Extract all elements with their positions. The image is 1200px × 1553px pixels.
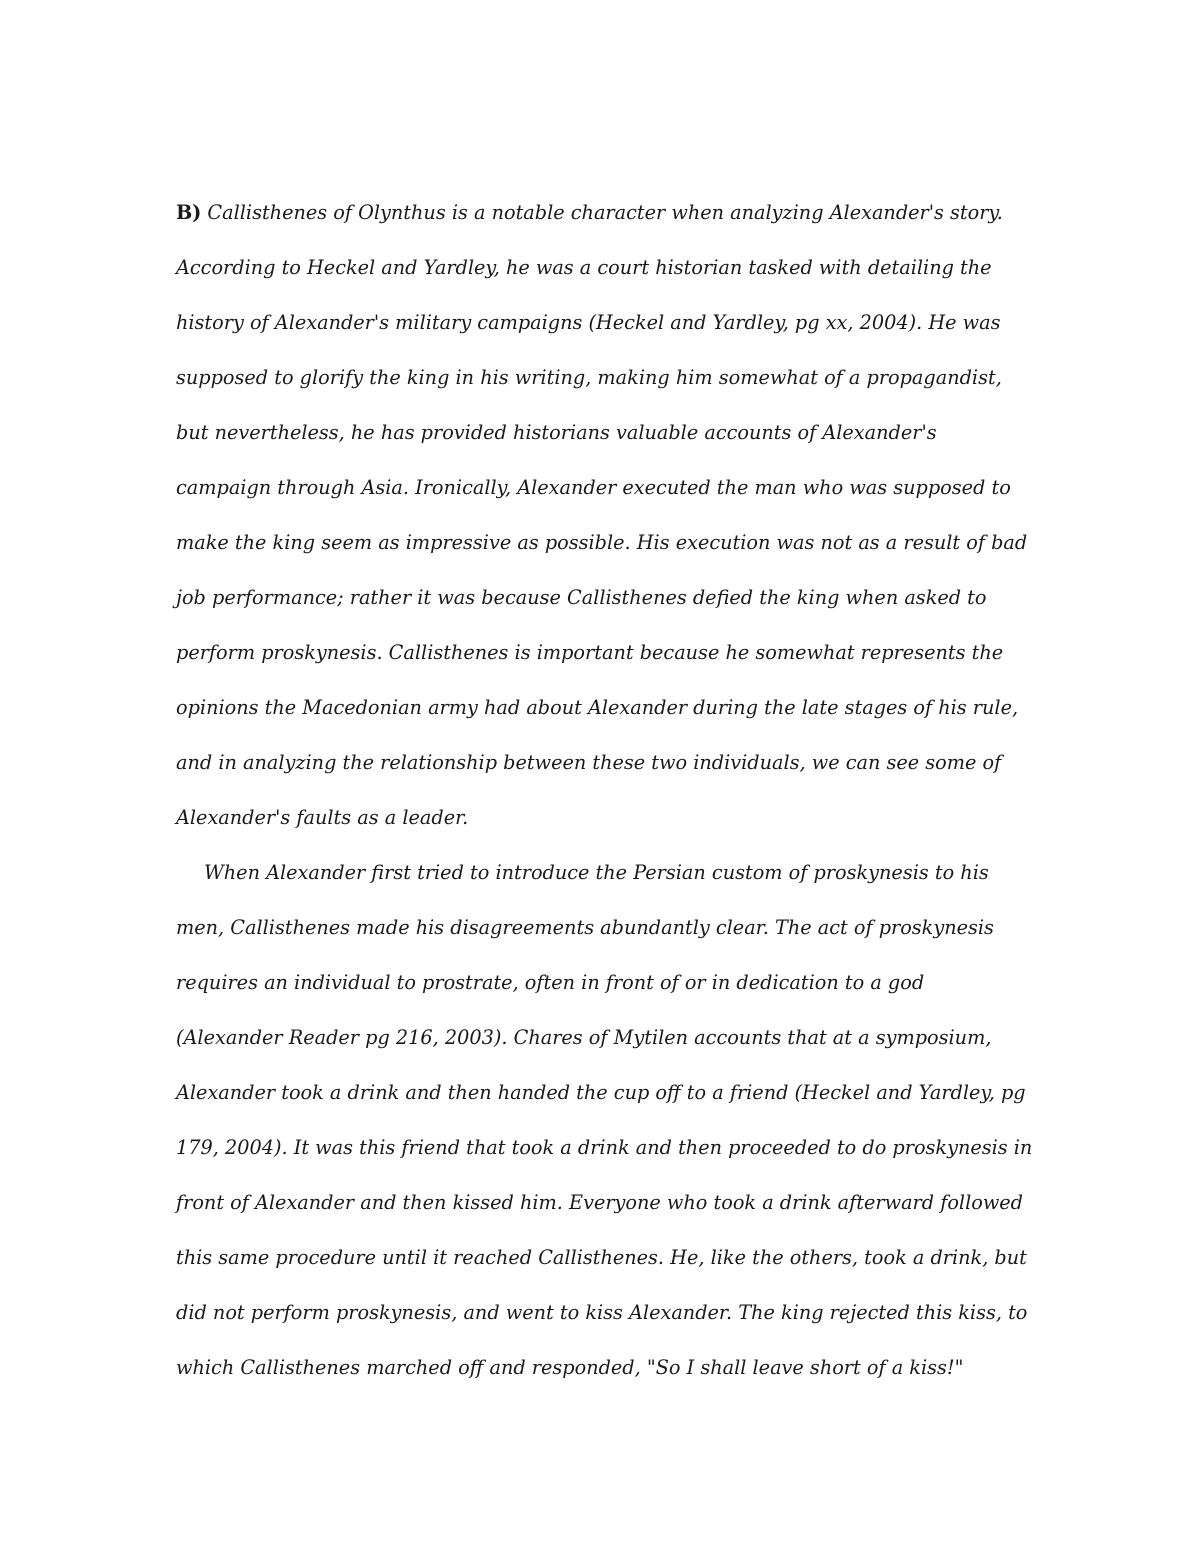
paragraph-1-line-11: and in analyzing the relationship between these two individuals, we can see some of [176, 751, 1002, 774]
section-label: B) [176, 201, 202, 224]
document-body [176, 190, 1036, 1400]
paragraph-2-line-3: requires an individual to prostrate, often in front of or in dedication to a god [176, 971, 925, 994]
paragraph-2-line-4: (Alexander Reader pg 216, 2003). Chares of Mytilen accounts that at a symposium, [176, 1026, 992, 1049]
paragraph-1-line-4: supposed to glorify the king in his writing, making him somewhat of a propagandist, [176, 366, 1002, 389]
paragraph-2-line-1: When Alexander first tried to introduce the Persian custom of proskynesis to his [204, 861, 989, 884]
paragraph-1-line-7: make the king seem as impressive as possible. His execution was not as a result of bad [176, 531, 1028, 554]
paragraph-1-line-12: Alexander's faults as a leader. [176, 806, 469, 829]
paragraph-1-line-8: job performance; rather it was because Callisthenes defied the king when asked to [176, 586, 987, 609]
paragraph-1-line-5: but nevertheless, he has provided historians valuable accounts of Alexander's [176, 421, 937, 444]
paragraph-1-line-10: opinions the Macedonian army had about Alexander during the late stages of his rule, [176, 696, 1019, 719]
paragraph-2-line-10: which Callisthenes marched off and responded, "So I shall leave short of a kiss!" [176, 1356, 964, 1379]
paragraph-1-line-6: campaign through Asia. Ironically, Alexander executed the man who was supposed to [176, 476, 1011, 499]
paragraph-2-line-5: Alexander took a drink and then handed the cup off to a friend (Heckel and Yardley, pg [176, 1081, 1026, 1104]
paragraph-1-line-9: perform proskynesis. Callisthenes is important because he somewhat represents the [176, 641, 1004, 664]
paragraph-1-line-1 [176, 190, 1036, 245]
paragraph-2-line-9: did not perform proskynesis, and went to kiss Alexander. The king rejected this kiss, to [176, 1301, 1028, 1324]
line-text: Callisthenes of Olynthus is a notable character when analyzing Alexander's story. [207, 201, 1003, 224]
paragraph-2-line-2: men, Callisthenes made his disagreements abundantly clear. The act of proskynesis [176, 916, 994, 939]
paragraph-2-line-6: 179, 2004). It was this friend that took a drink and then proceeded to do proskynesis in [176, 1136, 1033, 1159]
paragraph-2-line-7: front of Alexander and then kissed him. Everyone who took a drink afterward followed [176, 1191, 1024, 1214]
paragraph-1-line-2: According to Heckel and Yardley, he was a court historian tasked with detailing the [176, 256, 992, 279]
paragraph-2-line-8: this same procedure until it reached Callisthenes. He, like the others, took a drink, but [176, 1246, 1027, 1269]
paragraph-1-line-3: history of Alexander's military campaigns (Heckel and Yardley, pg xx, 2004). He was [176, 311, 1001, 334]
